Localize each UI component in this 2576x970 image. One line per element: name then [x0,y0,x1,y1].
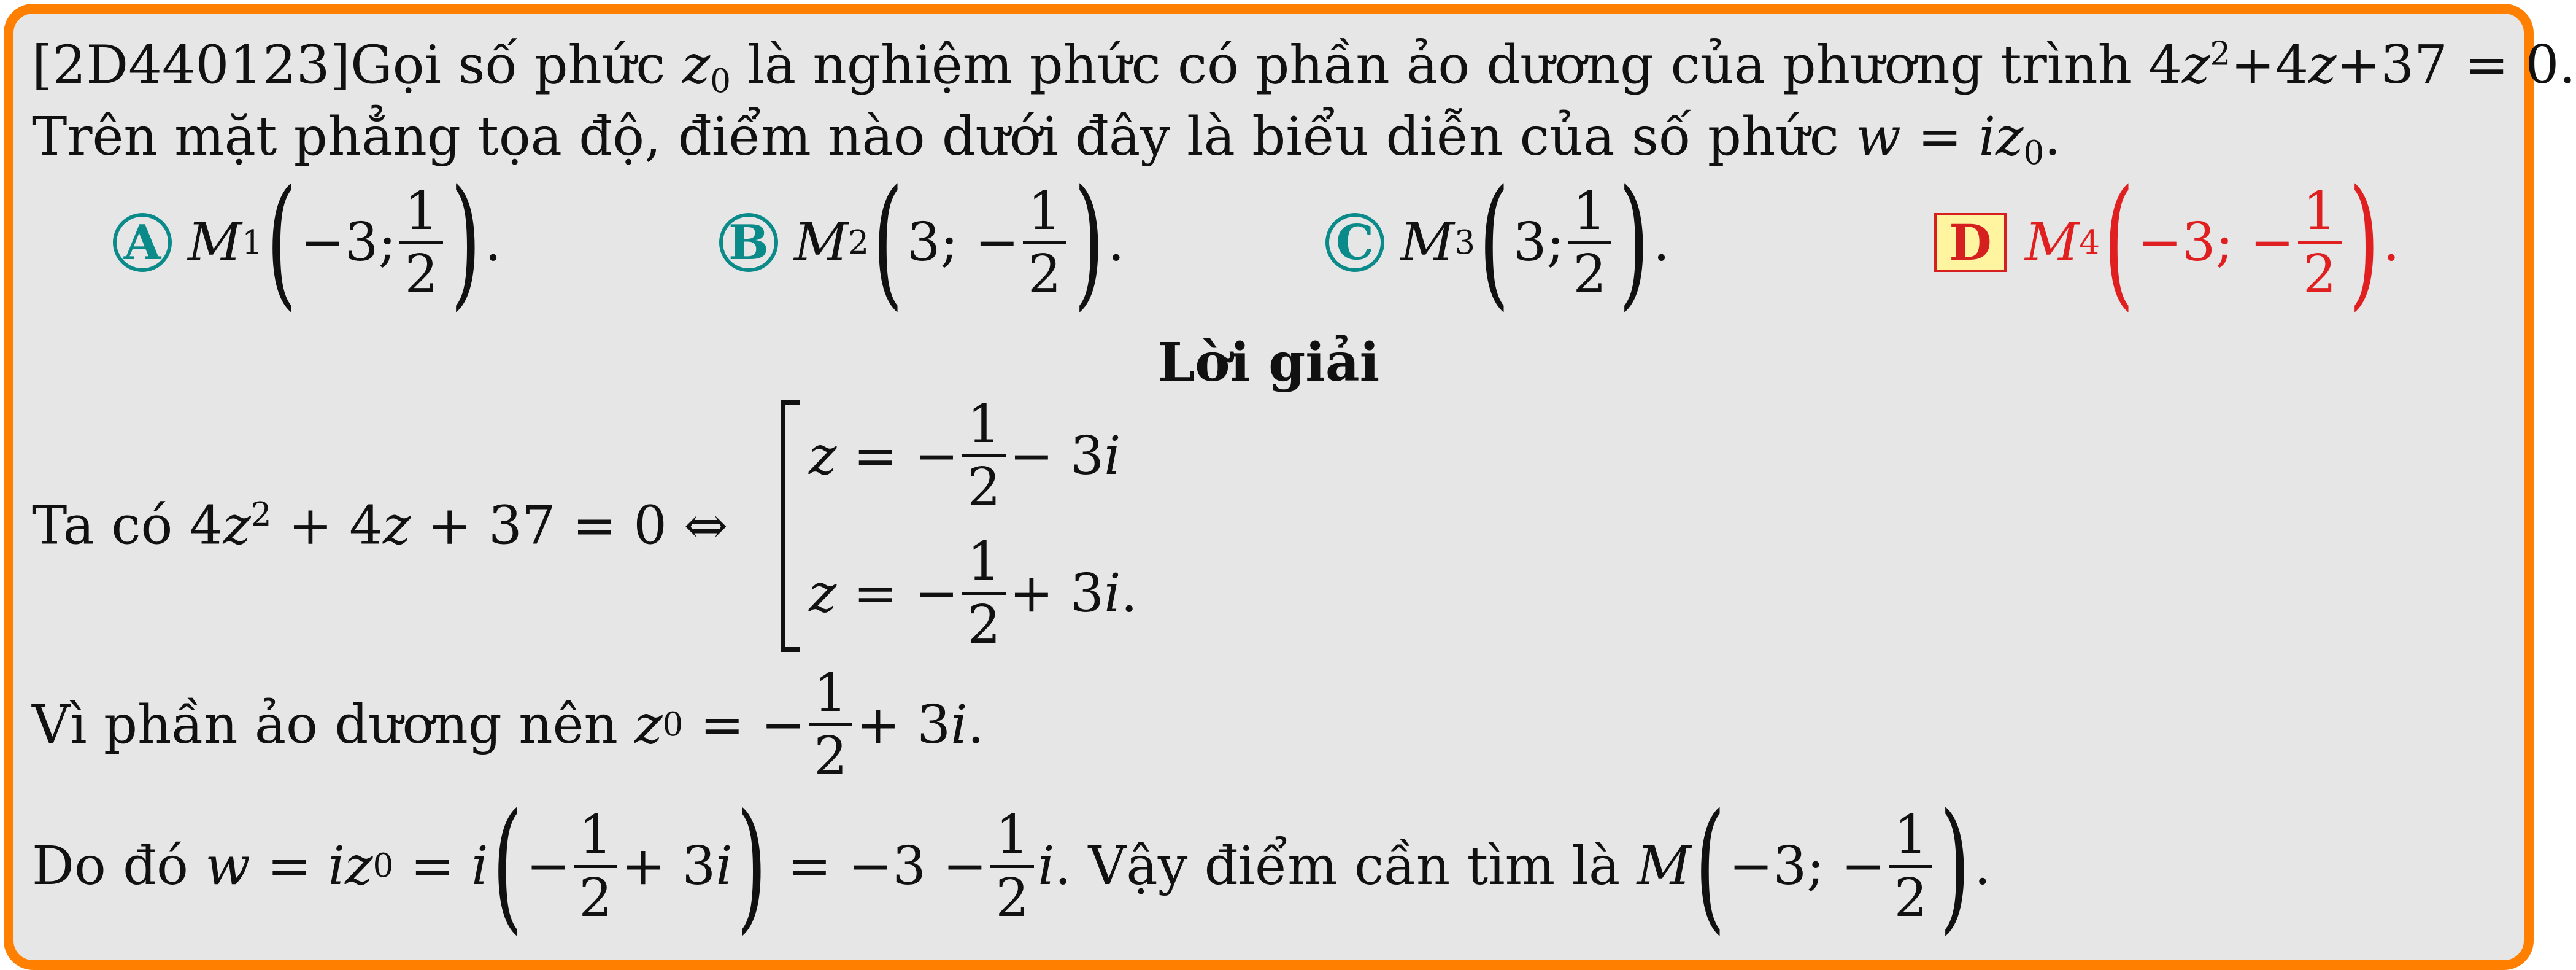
system-bracket [781,400,800,652]
option-b-label: B [719,213,778,272]
root-1: z = − $\frac{1}{2}$ − 3 i [809,394,1121,518]
option-d-label: D [1934,213,2007,272]
question-line-2: Trên mặt phẳng tọa độ, điểm nào dưới đây là biểu diễn của số phức $w = iz_0$. [32,106,2061,172]
equation: $4z^2+4z+37 = 0$. [2148,34,2576,96]
option-a[interactable]: A M 1 ( −3; $\frac{1}{2}$ ) . [113,172,501,313]
root-2: z = − $\frac{1}{2}$ + 3 i . [809,531,1138,656]
solution-step-3: Do đó w = iz 0 = i ( − $\frac{1}{2}$ + 3 i ) = −3 − $\frac{1}{2}$ i . Vậy điểm cần tìm là M ( −3; − $\frac{1}{2}$ ) . [32,784,1991,948]
option-b[interactable]: B M 2 ( 3; − $\frac{1}{2}$ ) . [719,172,1125,313]
question-text-1: Gọi số phức [350,34,666,96]
solution-step-2: Vì phần ảo dương nên z 0 = − $\frac{1}{2}$ + 3 i . [32,662,984,787]
option-a-label: A [113,213,172,272]
w-definition: w [1856,106,1901,168]
question-text-2: Trên mặt phẳng tọa độ, điểm nào dưới đây là biểu diễn của số phức [32,106,1839,168]
question-code: [2D440123] [32,34,351,96]
question-text-mid: là nghiệm phức có phần ảo dương của phương trình [747,34,2132,96]
option-d-correct[interactable]: D M 4 ( −3; − $\frac{1}{2}$ ) . [1934,172,2400,313]
solution-step-1: Ta có $4z^2 + 4z + 37 = 0$ ⇔ [32,495,728,557]
question-line-1 [32,34,2576,101]
solution-title: Lời giải [1157,332,1380,394]
option-c-label: C [1325,213,1384,272]
z0-symbol: $z_0$ [682,34,731,101]
option-c[interactable]: C M 3 ( 3; $\frac{1}{2}$ ) . [1325,172,1670,313]
